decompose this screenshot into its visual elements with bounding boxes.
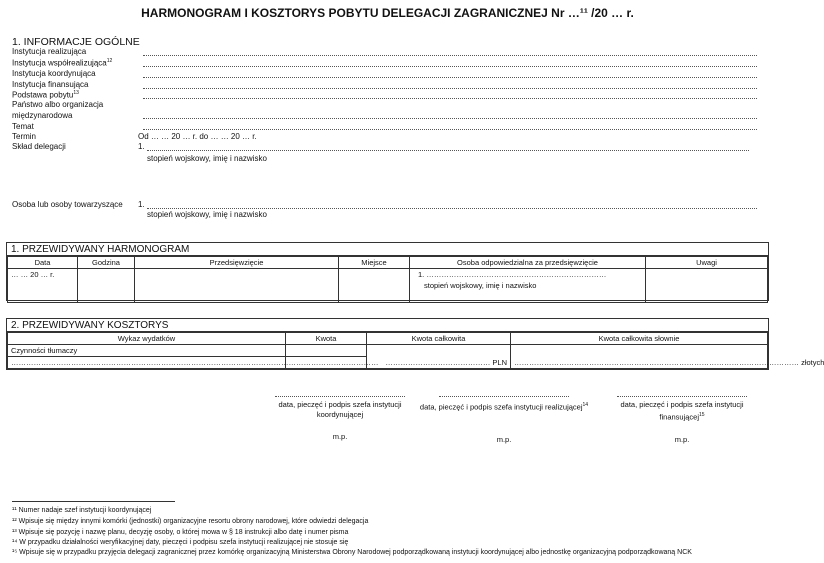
footnote-15: ¹⁵ Wpisuje się w przypadku przyjęcia delegacji zagranicznej przez komórkę organizacyjną Ministerstwa Obrony Narodowej podporządkowaną instytucji koordynującej albo jednostkę organizacyjną podporządkowaną NCK — [12, 549, 692, 556]
label-panstwo-2: międzynarodowa — [12, 111, 73, 120]
field-inst-koord[interactable] — [143, 77, 757, 78]
cell-words-2[interactable]: …………………………………………………………………………………………………… złotych — [511, 357, 768, 369]
signature-mp: m.p. — [332, 432, 348, 441]
cell-kwota-1[interactable] — [286, 345, 367, 357]
signature-finansujaca — [612, 396, 752, 445]
signature-line[interactable] — [439, 396, 569, 397]
col-kwota: Kwota — [286, 333, 367, 345]
kosztorys-section — [6, 318, 824, 370]
cell-wydatek-2[interactable]: ………………………………………………………………………………………………………………………………… — [8, 357, 286, 369]
field-sklad[interactable] — [147, 150, 749, 151]
signature-mp: m.p. — [496, 434, 512, 444]
sklad-hint: stopień wojskowy, imię i nazwisko — [147, 154, 267, 163]
field-temat[interactable] — [143, 129, 757, 130]
signature-line[interactable] — [617, 396, 747, 397]
document-title: HARMONOGRAM I KOSZTORYS POBYTU DELEGACJI ZAGRANICZNEJ Nr …¹¹ /20 … r. — [141, 6, 634, 20]
osoba-hint: stopień wojskowy, imię i nazwisko — [147, 210, 267, 219]
signature-caption: data, pieczęć i podpis szefa instytucji realizującej$^{14}$ — [419, 402, 589, 412]
cell-osoba-hint: stopień wojskowy, imię i nazwisko — [424, 281, 537, 290]
col-kwota-calkowita: Kwota całkowita — [367, 333, 511, 345]
osoba-num: 1. — [138, 200, 145, 209]
label-sklad: Skład delegacji — [12, 142, 66, 151]
col-osoba: Osoba odpowiedzialna za przedsięwzięcie — [410, 257, 646, 269]
signature-mp: m.p. — [674, 434, 690, 444]
cell-tlumacze: Czynności tłumaczy — [8, 345, 286, 357]
label-inst-real: Instytucja realizująca — [12, 47, 87, 56]
cell-date[interactable]: … … 20 … r. — [8, 269, 78, 303]
signature-caption: data, pieczęć i podpis szefa instytucji — [278, 400, 402, 409]
field-termin[interactable]: Od … … 20 … r. do … … 20 … r. — [138, 132, 257, 141]
field-podstawa[interactable] — [143, 98, 757, 99]
cell-przedsiewziecie[interactable] — [135, 269, 339, 303]
col-data: Data — [8, 257, 78, 269]
section-info-heading: 1. INFORMACJE OGÓLNE — [12, 36, 140, 48]
footnote-11: ¹¹ Numer nadaje szef instytucji koordynującej — [12, 507, 152, 514]
signature-caption-2: koordynującej — [316, 410, 364, 419]
label-temat: Temat — [12, 122, 34, 131]
footnote-separator — [12, 501, 175, 502]
signature-realizujaca — [418, 396, 590, 445]
cell-words-1[interactable] — [511, 345, 768, 357]
cell-total-2[interactable]: …………………………………… PLN — [367, 357, 511, 369]
cell-total-1[interactable] — [367, 345, 511, 357]
cell-osoba[interactable] — [410, 269, 646, 303]
cell-godzina[interactable] — [78, 269, 135, 303]
label-podstawa: Podstawa pobytu$^{13}$ — [12, 90, 79, 100]
label-inst-wsp: Instytucja współrealizująca$^{12}$ — [12, 58, 113, 68]
col-wykaz: Wykaz wydatków — [8, 333, 286, 345]
harmonogram-table — [7, 256, 768, 303]
signature-koordynujaca — [272, 396, 408, 442]
field-osoba[interactable] — [147, 208, 757, 209]
footnote-13: ¹³ Wpisuje się pozycję i nazwę planu, decyzję osoby, o której mowa w § 18 instrukcji albo datę i numer pisma — [12, 529, 349, 536]
kosztorys-heading: 2. PRZEWIDYWANY KOSZTORYS — [7, 319, 768, 332]
label-termin: Termin — [12, 132, 37, 141]
cell-miejsce[interactable] — [339, 269, 410, 303]
label-inst-koord: Instytucja koordynująca — [12, 69, 96, 78]
harmonogram-heading: 1. PRZEWIDYWANY HARMONOGRAM — [7, 243, 768, 256]
label-inst-fin: Instytucja finansująca — [12, 80, 89, 89]
label-panstwo-1: Państwo albo organizacja — [12, 100, 104, 109]
signature-line[interactable] — [275, 396, 405, 397]
footnote-14: ¹⁴ W przypadku działalności weryfikacyjnej daty, pieczęci i podpisu szefa instytucji realizującej nie stosuje się — [12, 539, 349, 546]
field-inst-wsp[interactable] — [143, 66, 757, 67]
col-godzina: Godzina — [78, 257, 135, 269]
field-panstwo[interactable] — [143, 118, 757, 119]
col-przedsiewziecie: Przedsięwzięcie — [135, 257, 339, 269]
signature-caption-2: finansującej$^{15}$ — [659, 412, 705, 422]
label-osoba: Osoba lub osoby towarzyszące — [12, 200, 123, 209]
col-miejsce: Miejsce — [339, 257, 410, 269]
sklad-num: 1. — [138, 142, 145, 151]
col-kwota-slownie: Kwota całkowita słownie — [511, 333, 768, 345]
signature-caption: data, pieczęć i podpis szefa instytucji — [620, 400, 744, 409]
cell-osoba-value: 1. ……………………………………………………………… — [418, 270, 607, 279]
harmonogram-section — [6, 242, 769, 301]
kosztorys-table — [7, 332, 824, 369]
footnote-12: ¹² Wpisuje się między innymi komórki (jednostki) organizacyjne resortu obrony narodowej, które odwiedzi delegacja — [12, 518, 369, 525]
field-inst-fin[interactable] — [143, 88, 757, 89]
field-inst-real[interactable] — [143, 55, 757, 56]
cell-uwagi[interactable] — [646, 269, 768, 303]
col-uwagi: Uwagi — [646, 257, 768, 269]
